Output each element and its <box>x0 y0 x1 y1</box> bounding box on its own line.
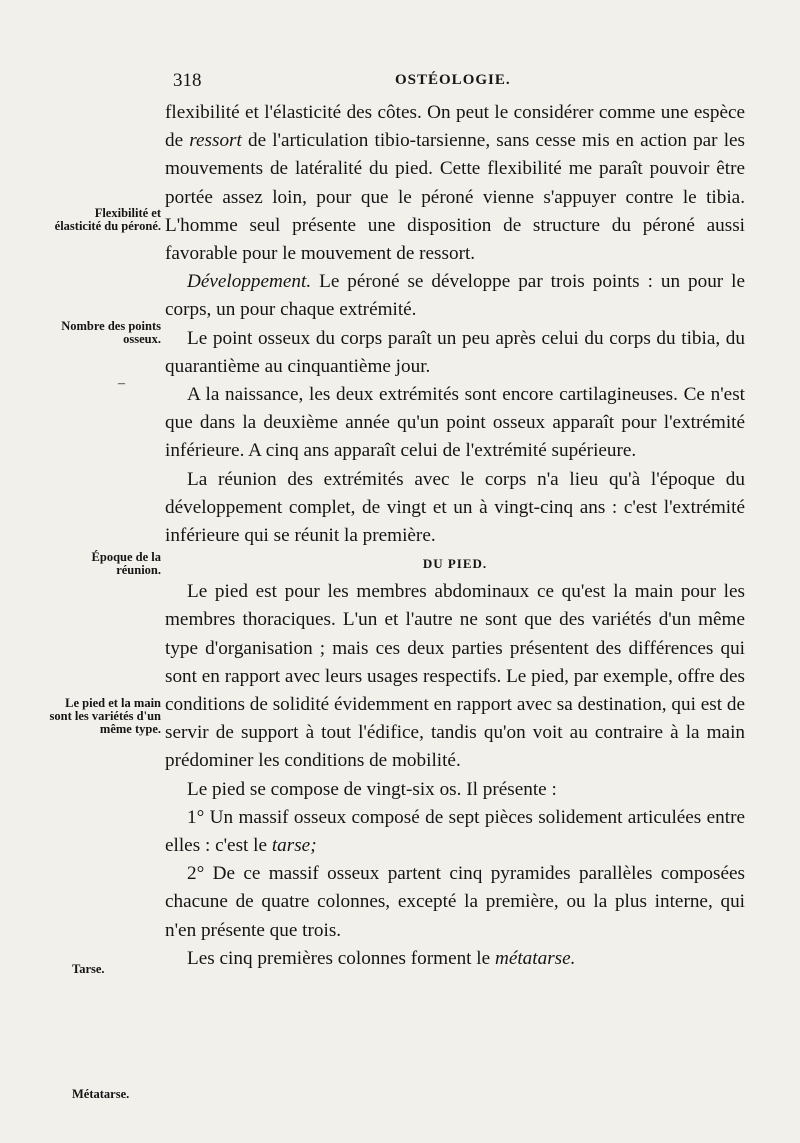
paragraph <box>165 945 745 973</box>
emphasis: Développement. <box>187 271 312 293</box>
margin-note-metatarse: Métatarse. <box>72 1087 130 1101</box>
paragraph: A la naissance, les deux extrémités sont encore cartilagineuses. Ce n'est que dans la deuxième année qu'un point osseux apparaît pour l'extrémité inférieure. A cinq ans apparaît celui de l'extrémité supérieure. <box>165 384 745 462</box>
page-header <box>165 70 755 100</box>
body-text <box>165 99 745 973</box>
margin-note-tarse: Tarse. <box>72 962 105 976</box>
running-title: OSTÉOLOGIE. <box>395 72 511 88</box>
section-title: DU PIED. <box>422 556 488 572</box>
paragraph <box>165 268 745 324</box>
margin-note-flexibilite: Flexibilité et élasticité du péroné. <box>54 206 161 233</box>
paragraph: 2° De ce massif osseux partent cinq pyramides parallèles composées chacune de quatre colonnes, excepté la première, ou la plus interne, qui n'en présente que trois. <box>165 863 745 941</box>
emphasis: tarse; <box>271 835 317 857</box>
emphasis: métatarse. <box>494 947 576 969</box>
text-run: Les cinq premières colonnes forment le <box>187 947 491 969</box>
text-run: 1° Un massif osseux composé de sept pièces solidement articulées entre elles : c'est le <box>165 806 745 857</box>
margin-dash: – <box>118 376 125 391</box>
paragraph <box>165 804 745 860</box>
paragraph: Le pied se compose de vingt-six os. Il présente : <box>187 778 557 800</box>
margin-note-pied: Le pied et la main sont les variétés d'un même type. <box>49 696 161 736</box>
paragraph: La réunion des extrémités avec le corps n'a lieu qu'à l'époque du développement complet, de vingt et un à vingt-cinq ans : c'est l'extrémité inférieure qui se réunit la première. <box>165 468 745 547</box>
text-run: de l'articulation tibio-tarsienne, sans cesse mis en action par les mouvements de latéralité du pied. Cette flexibilité me paraît pouvoir être portée assez loin, pour que le péroné vienne s'appuyer contre le tibia. L'homme seul présente une disposition de structure du péroné aussi favorable pour le mouvement de ressort. <box>165 130 746 265</box>
margin-note-nombre: Nombre des points osseux. <box>61 319 161 346</box>
paragraph <box>165 99 745 268</box>
text-run: flexibilité et l'élasticité des côtes. On peut le considérer comme une espèce de <box>165 102 745 152</box>
page-number: 318 <box>173 70 202 91</box>
paragraph: Le pied est pour les membres abdominaux ce qu'est la main pour les membres thoraciques. L'un et l'autre ne sont que des variétés d'un même type d'organisation ; mais ces deux parties présentent des différences qui sont en rapport avec leurs usages respectifs. Le pied, par exemple, offre des conditions de solidité évidemment en rapport avec sa destination, qui est de servir de support à tout l'édifice, tandis qu'on voit au contraire à la main prédominer les conditions de mobilité. <box>165 581 745 772</box>
paragraph: Le point osseux du corps paraît un peu après celui du corps du tibia, du quarantième au cinquantième jour. <box>165 327 745 377</box>
emphasis: ressort <box>189 130 242 152</box>
text-run: Le péroné se développe par trois points : un pour le corps, un pour chaque extrémité. <box>165 271 745 321</box>
margin-note-epoque: Époque de la réunion. <box>91 550 161 577</box>
